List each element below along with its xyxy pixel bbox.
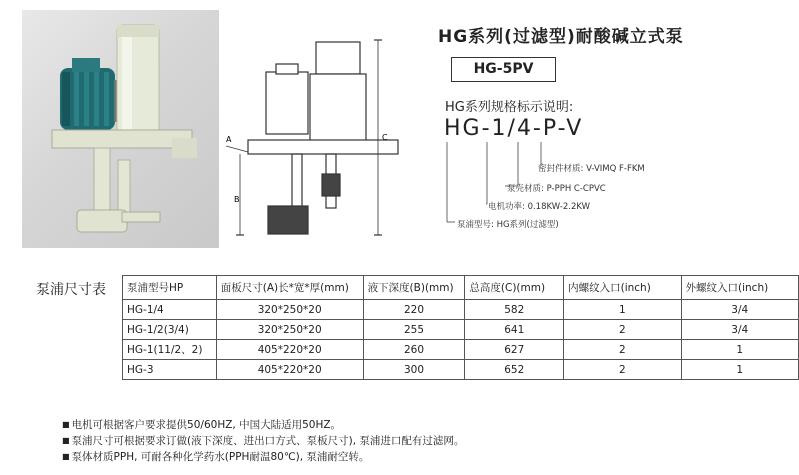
header-outer-inlet: 外螺纹入口(inch) [681,276,798,300]
legend-motor-power: 电机功率: 0.18KW-2.2KW [488,202,591,212]
note-item: ■ 泵浦尺寸可根据要求订做(液下深度、进出口方式、泵板尺寸), 泵浦进口配有过滤网。 [62,433,464,449]
cell-inner-inlet: 1 [564,300,681,320]
table-row [123,340,799,360]
cell-outer-inlet: 1 [681,360,798,380]
cell-model: HG-1/2(3/4) [123,320,217,340]
legend-pump-model: 泵浦型号: HG系列(过滤型) [457,220,559,230]
header-inner-inlet: 内螺纹入口(inch) [564,276,681,300]
cell-total-height: 582 [465,300,564,320]
pump-photo [22,10,219,248]
dimension-drawing [226,30,426,250]
cell-model: HG-3 [123,360,217,380]
table-row [123,360,799,380]
model-box: HG-5PV [451,57,556,82]
cell-panel-size: 405*220*20 [216,340,363,360]
header-model: 泵浦型号HP [123,276,217,300]
note-item: ■ 电机可根据客户要求提供50/60HZ, 中国大陆适用50HZ。 [62,417,464,433]
notes-list [62,417,464,465]
dimension-table [122,275,799,380]
cell-total-height: 627 [465,340,564,360]
cell-panel-size: 405*220*20 [216,360,363,380]
header-panel-size: 面板尺寸(A)长*宽*厚(mm) [216,276,363,300]
header-total-height: 总高度(C)(mm) [465,276,564,300]
cell-outer-inlet: 3/4 [681,320,798,340]
cell-outer-inlet: 1 [681,340,798,360]
label-b: B [234,195,240,204]
table-row [123,300,799,320]
cell-model: HG-1/4 [123,300,217,320]
cell-inner-inlet: 2 [564,360,681,380]
cell-inner-inlet: 2 [564,320,681,340]
cell-depth: 220 [363,300,465,320]
product-title: HG系列(过滤型)耐酸碱立式泵 [438,27,684,47]
table-label: 泵浦尺寸表 [36,282,106,298]
header-depth: 液下深度(B)(mm) [363,276,465,300]
cell-outer-inlet: 3/4 [681,300,798,320]
cell-total-height: 641 [465,320,564,340]
cell-depth: 255 [363,320,465,340]
spec-heading: HG系列规格标示说明: [445,100,574,115]
cell-model: HG-1(11/2、2) [123,340,217,360]
cell-inner-inlet: 2 [564,340,681,360]
cell-depth: 300 [363,360,465,380]
note-item: ■ 泵体材质PPH, 可耐各种化学药水(PPH耐温80℃), 泵浦耐空转。 [62,449,464,465]
label-c: C [382,133,388,142]
legend-case-material: 泵壳材质: P-PPH C-CPVC [507,184,606,194]
cell-panel-size: 320*250*20 [216,300,363,320]
cell-panel-size: 320*250*20 [216,320,363,340]
table-header-row [123,276,799,300]
spec-code: HG-1/4-P-V [444,116,584,141]
table-row [123,320,799,340]
legend-seal-material: 密封件材质: V-VIMQ F-FKM [538,164,645,174]
cell-total-height: 652 [465,360,564,380]
label-a: A [226,135,232,144]
cell-depth: 260 [363,340,465,360]
